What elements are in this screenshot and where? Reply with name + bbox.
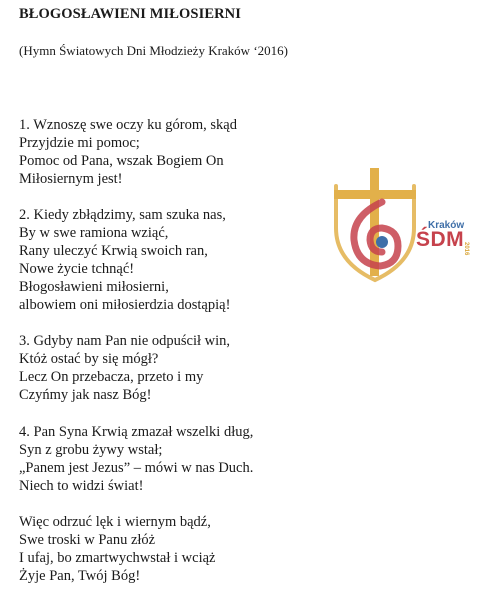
stanza-line: Przyjdzie mi pomoc; <box>19 135 140 151</box>
stanza-5 <box>19 513 215 585</box>
hymn-subtitle: (Hymn Światowych Dni Młodzieży Kraków ‘2016) <box>19 43 288 58</box>
stanza-line: Żyje Pan, Twój Bóg! <box>19 568 141 584</box>
stanza-line: I ufaj, bo zmartwychwstał i wciąż <box>19 550 216 566</box>
stanza-line: Nowe życie tchnąć! <box>19 261 135 277</box>
stanza-1 <box>19 116 237 188</box>
stanza-line: Miłosiernym jest! <box>19 171 123 187</box>
stanza-line: Pomoc od Pana, wszak Bogiem On <box>19 153 224 169</box>
wyd-logo <box>330 166 480 286</box>
logo-city-text: Kraków <box>428 220 465 231</box>
stanza-line: Rany uleczyć Krwią swoich ran, <box>19 243 208 259</box>
stanza-line: Lecz On przebacza, przeto i my <box>19 369 204 385</box>
stanza-line: 3. Gdyby nam Pan nie odpuścił win, <box>19 333 231 349</box>
stanza-line: „Panem jest Jezus” – mówi w nas Duch. <box>19 460 254 476</box>
stanza-line: Niech to widzi świat! <box>19 478 144 494</box>
stanza-line: 1. Wznoszę swe oczy ku górom, skąd <box>19 117 237 133</box>
stanza-line: Swe troski w Panu złóż <box>19 532 156 548</box>
stanza-line: 4. Pan Syna Krwią zmazał wszelki dług, <box>19 424 254 440</box>
stanza-line: By w swe ramiona wziąć, <box>19 225 169 241</box>
stanza-3 <box>19 332 230 404</box>
stanza-line: Błogosławieni miłosierni, <box>19 279 169 295</box>
logo-abbr-text: ŚDM <box>416 228 465 251</box>
logo-year-text: 2016 <box>463 242 469 256</box>
stanza-line: albowiem oni miłosierdzia dostąpią! <box>19 297 231 313</box>
stanza-line: Syn z grobu żywy wstał; <box>19 442 163 458</box>
stanza-line: 2. Kiedy zbłądzimy, sam szuka nas, <box>19 207 226 223</box>
cross-flame-icon <box>330 166 430 284</box>
hymn-title: BŁOGOSŁAWIENI MIŁOSIERNI <box>19 6 241 22</box>
stanza-line: Czyńmy jak nasz Bóg! <box>19 387 152 403</box>
stanza-2 <box>19 206 230 314</box>
stanza-4 <box>19 423 253 495</box>
stanza-line: Któż ostać by się mógł? <box>19 351 159 367</box>
stanza-line: Więc odrzuć lęk i wiernym bądź, <box>19 514 211 530</box>
